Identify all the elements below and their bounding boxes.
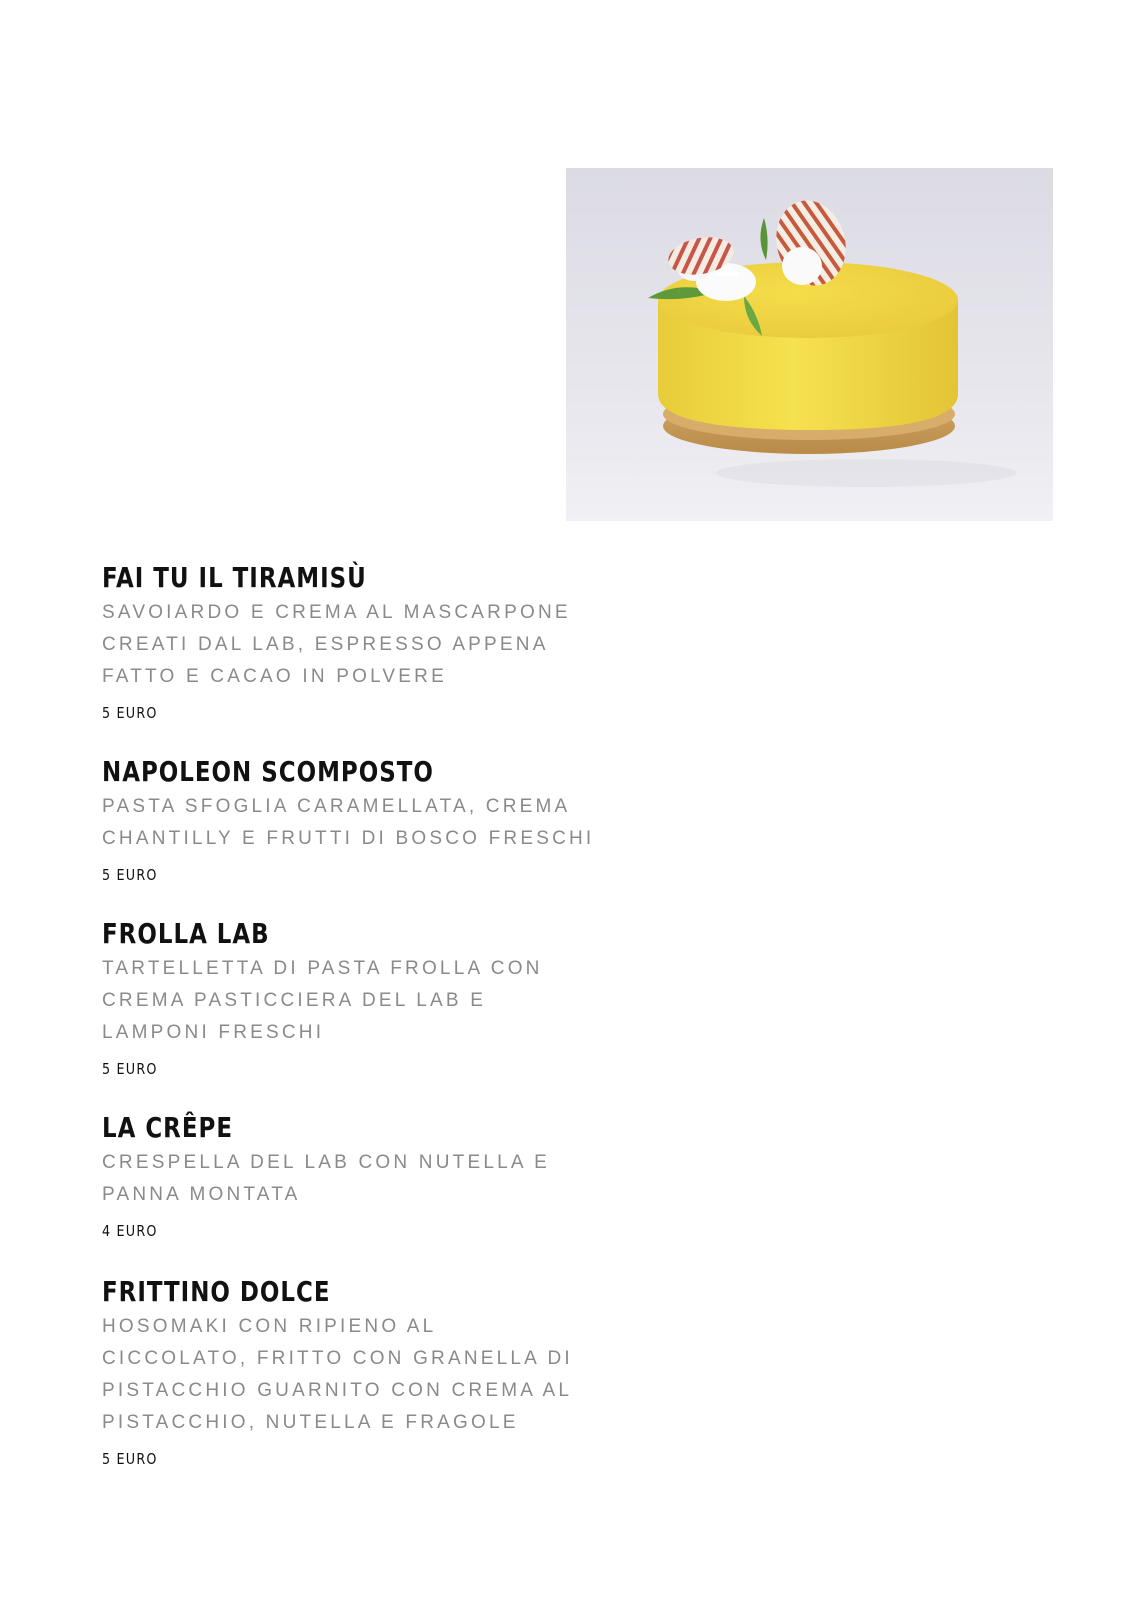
menu-item-crepe bbox=[102, 1107, 622, 1241]
desc-line: CICCOLATO, FRITTO CON GRANELLA DI bbox=[102, 1348, 573, 1369]
item-title: FAI TU IL TIRAMISÙ bbox=[102, 561, 367, 594]
desc-line: LAMPONI FRESCHI bbox=[102, 1022, 325, 1043]
dessert-menu bbox=[102, 557, 622, 1469]
item-title: NAPOLEON SCOMPOSTO bbox=[102, 755, 434, 788]
desc-line: PANNA MONTATA bbox=[102, 1184, 301, 1205]
desc-line: CREMA PASTICCIERA DEL LAB E bbox=[102, 990, 487, 1011]
menu-item-napoleon bbox=[102, 751, 622, 885]
menu-item-frittino bbox=[102, 1271, 622, 1469]
desc-line: FATTO E CACAO IN POLVERE bbox=[102, 666, 447, 687]
item-title: FROLLA LAB bbox=[102, 917, 270, 950]
item-price: 5 EURO bbox=[102, 704, 158, 722]
desc-line: TARTELLETTA DI PASTA FROLLA CON bbox=[102, 958, 543, 979]
item-price: 5 EURO bbox=[102, 1060, 158, 1078]
menu-item-frolla bbox=[102, 913, 622, 1079]
desc-line: CRESPELLA DEL LAB CON NUTELLA E bbox=[102, 1152, 551, 1173]
menu-item-tiramisu bbox=[102, 557, 622, 723]
item-title: FRITTINO DOLCE bbox=[102, 1275, 331, 1308]
item-description bbox=[102, 953, 622, 1049]
item-title: LA CRÊPE bbox=[102, 1111, 233, 1144]
desc-line: CHANTILLY E FRUTTI DI BOSCO FRESCHI bbox=[102, 828, 595, 849]
cake-photo bbox=[566, 168, 1053, 521]
item-price: 4 EURO bbox=[102, 1222, 158, 1240]
item-price: 5 EURO bbox=[102, 1450, 158, 1468]
desc-line: PASTA SFOGLIA CARAMELLATA, CREMA bbox=[102, 796, 571, 817]
desc-line: HOSOMAKI CON RIPIENO AL bbox=[102, 1316, 437, 1337]
desc-line: PISTACCHIO GUARNITO CON CREMA AL bbox=[102, 1380, 573, 1401]
item-description bbox=[102, 1147, 622, 1211]
item-description bbox=[102, 791, 622, 855]
item-price: 5 EURO bbox=[102, 866, 158, 884]
item-description bbox=[102, 597, 622, 693]
desc-line: SAVOIARDO E CREMA AL MASCARPONE bbox=[102, 602, 571, 623]
desc-line: CREATI DAL LAB, ESPRESSO APPENA bbox=[102, 634, 549, 655]
item-description bbox=[102, 1311, 622, 1439]
desc-line: PISTACCHIO, NUTELLA E FRAGOLE bbox=[102, 1412, 519, 1433]
